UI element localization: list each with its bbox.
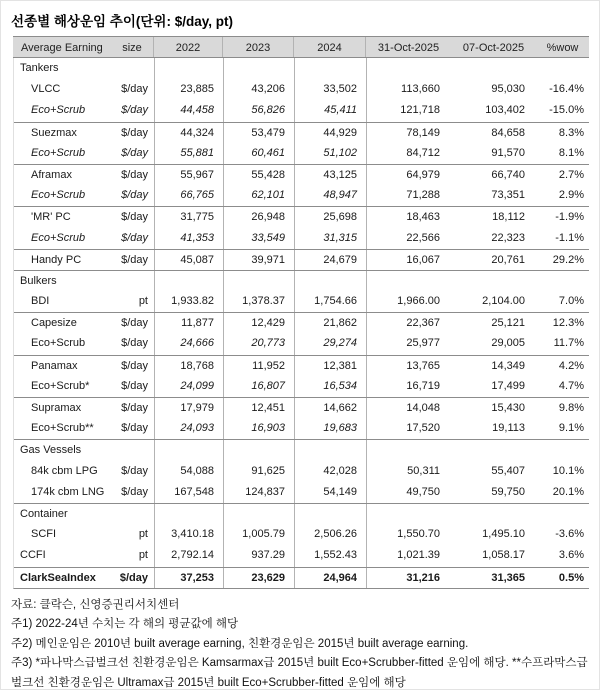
value-31-oct-2025: 22,566 xyxy=(406,231,440,244)
value-2024: 42,028 xyxy=(295,461,367,482)
value-2022: 1,933.82 xyxy=(155,291,224,312)
table-row xyxy=(14,524,589,545)
value-2024: 54,149 xyxy=(295,482,367,503)
value-2023: 23,629 xyxy=(224,568,295,588)
value-2022: 31,775 xyxy=(155,207,224,227)
value-wow: -3.6% xyxy=(555,528,584,541)
value-2022: 24,666 xyxy=(155,333,224,354)
value-2023 xyxy=(224,58,295,79)
row-unit: $/day xyxy=(112,100,155,121)
value-07-oct-2025 xyxy=(452,504,537,524)
value-2022: 24,099 xyxy=(155,376,224,397)
value-07-oct-2025: 66,740 xyxy=(491,168,525,181)
row-label: Handy PC xyxy=(31,253,82,266)
row-unit: pt xyxy=(112,524,155,545)
table-row xyxy=(14,206,589,227)
value-31-oct-2025: 1,966.00 xyxy=(397,295,440,308)
value-2022: 167,548 xyxy=(155,482,224,503)
value-2023: 39,971 xyxy=(224,250,295,270)
value-2023: 12,451 xyxy=(224,398,295,418)
value-2023: 60,461 xyxy=(224,143,295,164)
value-2022: 55,881 xyxy=(155,143,224,164)
row-label: Supramax xyxy=(31,402,82,414)
column-header-2023: 2023 xyxy=(223,37,294,57)
row-unit xyxy=(112,271,155,291)
column-header-2024: 2024 xyxy=(294,37,366,57)
page-title: 선종별 해상운임 추이(단위: $/day, pt) xyxy=(11,14,233,29)
value-2023: 62,101 xyxy=(224,185,295,206)
row-unit: $/day xyxy=(112,568,155,588)
value-wow: 2.9% xyxy=(558,189,584,202)
value-31-oct-2025: 16,067 xyxy=(406,253,440,266)
value-07-oct-2025: 73,351 xyxy=(491,189,525,202)
row-unit: $/day xyxy=(112,123,155,143)
row-label: Eco+Scrub xyxy=(31,104,86,117)
value-2023: 16,807 xyxy=(224,376,295,397)
value-07-oct-2025: 18,112 xyxy=(492,211,525,224)
value-31-oct-2025: 25,977 xyxy=(406,337,440,350)
row-label: Eco+Scrub xyxy=(31,189,86,202)
value-2024: 1,552.43 xyxy=(295,545,367,566)
table-row xyxy=(14,143,589,164)
value-2024: 45,411 xyxy=(295,100,367,121)
row-label: Eco+Scrub xyxy=(31,146,86,159)
value-2024: 2,506.26 xyxy=(295,524,367,545)
value-07-oct-2025: 59,750 xyxy=(491,485,525,498)
value-2022 xyxy=(155,58,224,79)
value-wow xyxy=(537,271,590,291)
table-row xyxy=(14,567,589,588)
row-unit: pt xyxy=(112,291,155,312)
value-31-oct-2025: 14,048 xyxy=(406,402,440,414)
row-label: SCFI xyxy=(31,528,57,541)
value-wow xyxy=(537,58,590,79)
row-label: Suezmax xyxy=(31,126,77,139)
row-label: Eco+Scrub xyxy=(31,231,86,244)
table-row xyxy=(14,376,589,397)
value-2022: 45,087 xyxy=(155,250,224,270)
table-header-row xyxy=(13,36,589,58)
value-wow: 9.1% xyxy=(558,422,584,435)
footer-notes xyxy=(11,596,589,693)
table-row xyxy=(14,249,589,270)
value-07-oct-2025: 91,570 xyxy=(491,146,525,159)
value-2024: 16,534 xyxy=(295,376,367,397)
value-31-oct-2025: 71,288 xyxy=(406,189,440,202)
value-2022: 18,768 xyxy=(155,356,224,376)
row-unit: $/day xyxy=(112,165,155,185)
row-unit: $/day xyxy=(112,482,155,503)
value-wow: 10.1% xyxy=(552,464,584,477)
value-wow: 2.7% xyxy=(558,168,584,181)
row-unit xyxy=(112,58,155,79)
row-label: Gas Vessels xyxy=(20,444,82,457)
value-2022: 44,324 xyxy=(155,123,224,143)
value-wow: 29.2% xyxy=(552,253,584,266)
value-2024 xyxy=(295,440,367,460)
table-row xyxy=(14,122,589,143)
value-07-oct-2025: 103,402 xyxy=(485,104,525,117)
value-wow: 9.8% xyxy=(558,402,584,414)
row-label: Eco+Scrub* xyxy=(31,379,90,392)
row-label: Eco+Scrub xyxy=(31,337,86,350)
table-row xyxy=(14,58,589,79)
note-2: 주2) 메인운임은 2010년 built average earning, 친환경운임은 2015년 built average earning. xyxy=(11,637,469,650)
value-wow: 0.5% xyxy=(558,571,584,584)
row-label: BDI xyxy=(31,295,50,308)
value-2023: 1,005.79 xyxy=(224,524,295,545)
row-unit: $/day xyxy=(112,376,155,397)
row-label: 84k cbm LPG xyxy=(31,464,98,477)
row-unit: $/day xyxy=(112,207,155,227)
value-2022: 2,792.14 xyxy=(155,545,224,566)
value-2024 xyxy=(295,504,367,524)
row-unit: $/day xyxy=(112,79,155,100)
row-unit: $/day xyxy=(112,356,155,376)
value-2022: 24,093 xyxy=(155,418,224,439)
value-07-oct-2025: 15,430 xyxy=(491,402,525,414)
value-wow: -1.9% xyxy=(555,211,584,224)
value-2024: 21,862 xyxy=(295,313,367,333)
value-2022: 41,353 xyxy=(155,228,224,249)
value-wow: -1.1% xyxy=(555,231,584,244)
value-2024 xyxy=(295,271,367,291)
value-31-oct-2025: 121,718 xyxy=(400,104,440,117)
value-07-oct-2025: 25,121 xyxy=(491,317,525,330)
value-31-oct-2025: 13,765 xyxy=(406,359,440,372)
note-3: 주3) *파나막스급벌크선 친환경운임은 Kamsarmax급 2015년 built Eco+Scrubber-fitted 운임에 해당. **수프라막스급 벌크선 친환경운임은 Ultramax급 2015년 built Eco+Scrubber-fitted 운임에 해당 xyxy=(11,657,588,689)
value-2024: 51,102 xyxy=(295,143,367,164)
row-unit xyxy=(112,440,155,460)
value-31-oct-2025: 113,660 xyxy=(401,83,440,96)
row-label: Aframax xyxy=(31,168,72,181)
value-31-oct-2025: 16,719 xyxy=(406,379,440,392)
value-2024: 24,964 xyxy=(295,568,367,588)
value-07-oct-2025: 55,407 xyxy=(491,464,525,477)
value-2023: 33,549 xyxy=(224,228,295,249)
value-31-oct-2025: 1,021.39 xyxy=(397,549,440,562)
value-31-oct-2025: 18,463 xyxy=(406,211,440,224)
value-07-oct-2025 xyxy=(452,58,537,79)
value-wow: 4.2% xyxy=(558,359,584,372)
row-label: 174k cbm LNG xyxy=(31,485,105,498)
row-label: Container xyxy=(20,507,68,520)
value-07-oct-2025: 2,104.00 xyxy=(482,295,525,308)
value-2022 xyxy=(155,440,224,460)
value-2024: 25,698 xyxy=(295,207,367,227)
value-wow: -16.4% xyxy=(549,83,584,96)
value-2023 xyxy=(224,504,295,524)
value-31-oct-2025: 49,750 xyxy=(406,485,440,498)
value-2024: 1,754.66 xyxy=(295,291,367,312)
value-2023: 124,837 xyxy=(224,482,295,503)
row-label: Tankers xyxy=(20,62,59,74)
value-2023 xyxy=(224,440,295,460)
row-unit: $/day xyxy=(112,143,155,164)
table-row xyxy=(14,333,589,354)
table-row xyxy=(14,439,589,460)
row-label: VLCC xyxy=(31,83,61,96)
note-1: 주1) 2022-24년 수치는 각 해의 평균값에 해당 xyxy=(11,618,239,631)
table-row xyxy=(14,228,589,249)
row-label: Eco+Scrub** xyxy=(31,422,94,435)
table-row xyxy=(14,164,589,185)
value-2023: 91,625 xyxy=(224,461,295,482)
value-07-oct-2025 xyxy=(452,271,537,291)
table-row xyxy=(14,397,589,418)
table-row xyxy=(14,270,589,291)
value-wow: 20.1% xyxy=(552,485,584,498)
table-row xyxy=(14,482,589,503)
value-wow: 3.6% xyxy=(558,549,584,562)
value-2022: 11,877 xyxy=(155,313,224,333)
column-header-size: size xyxy=(111,37,154,57)
value-2024: 12,381 xyxy=(295,356,367,376)
row-label: CCFI xyxy=(20,549,46,562)
value-2023: 937.29 xyxy=(224,545,295,566)
value-31-oct-2025: 17,520 xyxy=(406,422,440,435)
value-2023: 53,479 xyxy=(224,123,295,143)
value-31-oct-2025: 78,149 xyxy=(406,126,440,139)
row-unit: $/day xyxy=(112,333,155,354)
value-2022: 23,885 xyxy=(155,79,224,100)
value-2024: 43,125 xyxy=(295,165,367,185)
table-row xyxy=(14,291,589,312)
value-2023: 1,378.37 xyxy=(224,291,295,312)
row-unit: $/day xyxy=(112,250,155,270)
value-31-oct-2025 xyxy=(367,58,452,79)
column-header-07-oct-2025: 07-Oct-2025 xyxy=(462,42,525,54)
value-07-oct-2025 xyxy=(452,440,537,460)
table-row xyxy=(14,355,589,376)
value-2023: 26,948 xyxy=(224,207,295,227)
value-07-oct-2025: 17,499 xyxy=(491,379,525,392)
value-07-oct-2025: 1,058.17 xyxy=(482,549,525,562)
table-row xyxy=(14,545,589,566)
value-2022: 37,253 xyxy=(155,568,224,588)
value-31-oct-2025: 64,979 xyxy=(406,168,440,181)
value-2023: 16,903 xyxy=(224,418,295,439)
row-unit: $/day xyxy=(112,313,155,333)
value-wow: 8.3% xyxy=(558,126,584,139)
value-31-oct-2025: 1,550.70 xyxy=(397,528,440,541)
value-31-oct-2025 xyxy=(367,440,452,460)
value-wow xyxy=(537,440,590,460)
value-07-oct-2025: 31,365 xyxy=(491,571,525,584)
value-31-oct-2025: 84,712 xyxy=(406,146,440,159)
value-wow: 8.1% xyxy=(558,146,584,159)
column-header-31-oct-2025: 31-Oct-2025 xyxy=(377,42,440,54)
value-07-oct-2025: 84,658 xyxy=(491,126,525,139)
value-07-oct-2025: 20,761 xyxy=(491,253,525,266)
value-31-oct-2025 xyxy=(367,504,452,524)
value-2022: 3,410.18 xyxy=(155,524,224,545)
value-31-oct-2025 xyxy=(367,271,452,291)
value-2023: 43,206 xyxy=(224,79,295,100)
column-header-2022: 2022 xyxy=(154,37,223,57)
table-row xyxy=(14,185,589,206)
value-2022: 66,765 xyxy=(155,185,224,206)
value-2023: 56,826 xyxy=(224,100,295,121)
row-label: Capesize xyxy=(31,317,77,330)
value-2024: 44,929 xyxy=(295,123,367,143)
row-unit: $/day xyxy=(112,185,155,206)
value-31-oct-2025: 31,216 xyxy=(406,571,440,584)
table-row xyxy=(14,418,589,439)
table-row xyxy=(14,312,589,333)
row-unit: $/day xyxy=(112,418,155,439)
row-label: 'MR' PC xyxy=(31,211,71,224)
table-row xyxy=(14,79,589,100)
value-31-oct-2025: 50,311 xyxy=(407,464,440,477)
row-unit: $/day xyxy=(112,461,155,482)
value-2022: 55,967 xyxy=(155,165,224,185)
value-wow: 11.7% xyxy=(553,337,584,350)
value-2024: 33,502 xyxy=(295,79,367,100)
value-2022 xyxy=(155,271,224,291)
value-2023 xyxy=(224,271,295,291)
row-label: ClarkSeaIndex xyxy=(20,571,96,584)
value-07-oct-2025: 14,349 xyxy=(491,359,525,372)
value-2024: 14,662 xyxy=(295,398,367,418)
value-2022: 44,458 xyxy=(155,100,224,121)
row-unit: $/day xyxy=(112,398,155,418)
value-07-oct-2025: 19,113 xyxy=(492,422,525,435)
value-2023: 12,429 xyxy=(224,313,295,333)
column-header-wow: %wow xyxy=(546,42,579,54)
value-wow: 4.7% xyxy=(558,379,584,392)
value-wow: 7.0% xyxy=(558,295,584,308)
value-2024: 19,683 xyxy=(295,418,367,439)
value-2024 xyxy=(295,58,367,79)
value-2022: 54,088 xyxy=(155,461,224,482)
value-2023: 11,952 xyxy=(224,356,295,376)
row-label: Panamax xyxy=(31,359,78,372)
value-wow: -15.0% xyxy=(549,104,584,117)
value-07-oct-2025: 22,323 xyxy=(491,231,525,244)
value-2023: 55,428 xyxy=(224,165,295,185)
value-wow xyxy=(537,504,590,524)
column-header-average-earning: Average Earning xyxy=(21,42,103,54)
table-row xyxy=(14,461,589,482)
value-31-oct-2025: 22,367 xyxy=(406,317,440,330)
value-2022: 17,979 xyxy=(155,398,224,418)
table-row xyxy=(14,503,589,524)
value-07-oct-2025: 95,030 xyxy=(491,83,525,96)
value-07-oct-2025: 1,495.10 xyxy=(482,528,525,541)
row-unit: pt xyxy=(112,545,155,566)
source-note: 자료: 클락슨, 신영증권리서치센터 xyxy=(11,598,180,611)
table-row xyxy=(14,100,589,121)
value-2024: 24,679 xyxy=(295,250,367,270)
row-label: Bulkers xyxy=(20,274,57,287)
row-unit xyxy=(112,504,155,524)
row-unit: $/day xyxy=(112,228,155,249)
value-07-oct-2025: 29,005 xyxy=(491,337,525,350)
value-2024: 31,315 xyxy=(295,228,367,249)
value-2023: 20,773 xyxy=(224,333,295,354)
earnings-table xyxy=(13,36,589,589)
table-body xyxy=(13,58,589,589)
value-2022 xyxy=(155,504,224,524)
value-wow: 12.3% xyxy=(552,317,584,330)
value-2024: 48,947 xyxy=(295,185,367,206)
value-2024: 29,274 xyxy=(295,333,367,354)
